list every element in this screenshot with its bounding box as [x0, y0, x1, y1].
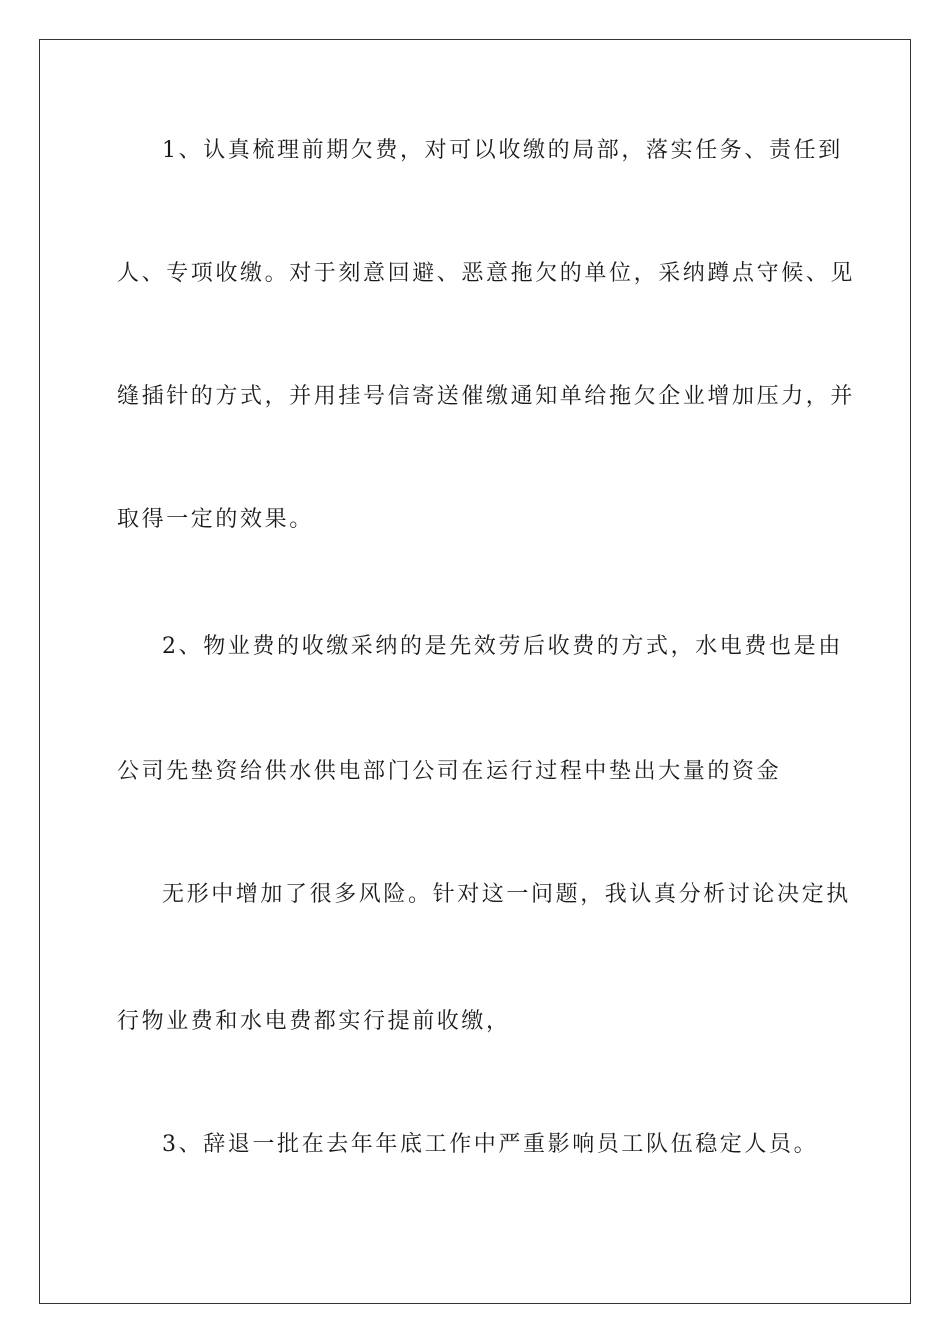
- paragraph-1-line-2: 人、专项收缴。对于刻意回避、恶意拖欠的单位，采纳蹲点守候、见: [117, 261, 856, 286]
- paragraph-3-line-2: 行物业费和水电费都实行提前收缴，: [117, 1009, 511, 1034]
- paragraph-2-line-2: 公司先垫资给供水供电部门公司在运行过程中垫出大量的资金: [117, 759, 782, 784]
- paragraph-2-line-1: 2、物业费的收缴采纳的是先效劳后收费的方式，水电费也是由: [162, 634, 843, 659]
- paragraph-4-line-1: 3、辞退一批在去年年底工作中严重影响员工队伍稳定人员。: [162, 1132, 819, 1157]
- paragraph-3-line-1: 无形中增加了很多风险。针对这一问题，我认真分析讨论决定执: [162, 882, 851, 907]
- page-border: [39, 39, 911, 1304]
- paragraph-1-line-1: 1、认真梳理前期欠费，对可以收缴的局部，落实任务、责任到: [162, 138, 843, 163]
- paragraph-1-line-4: 取得一定的效果。: [117, 507, 314, 532]
- paragraph-1-line-3: 缝插针的方式，并用挂号信寄送催缴通知单给拖欠企业增加压力，并: [117, 384, 856, 409]
